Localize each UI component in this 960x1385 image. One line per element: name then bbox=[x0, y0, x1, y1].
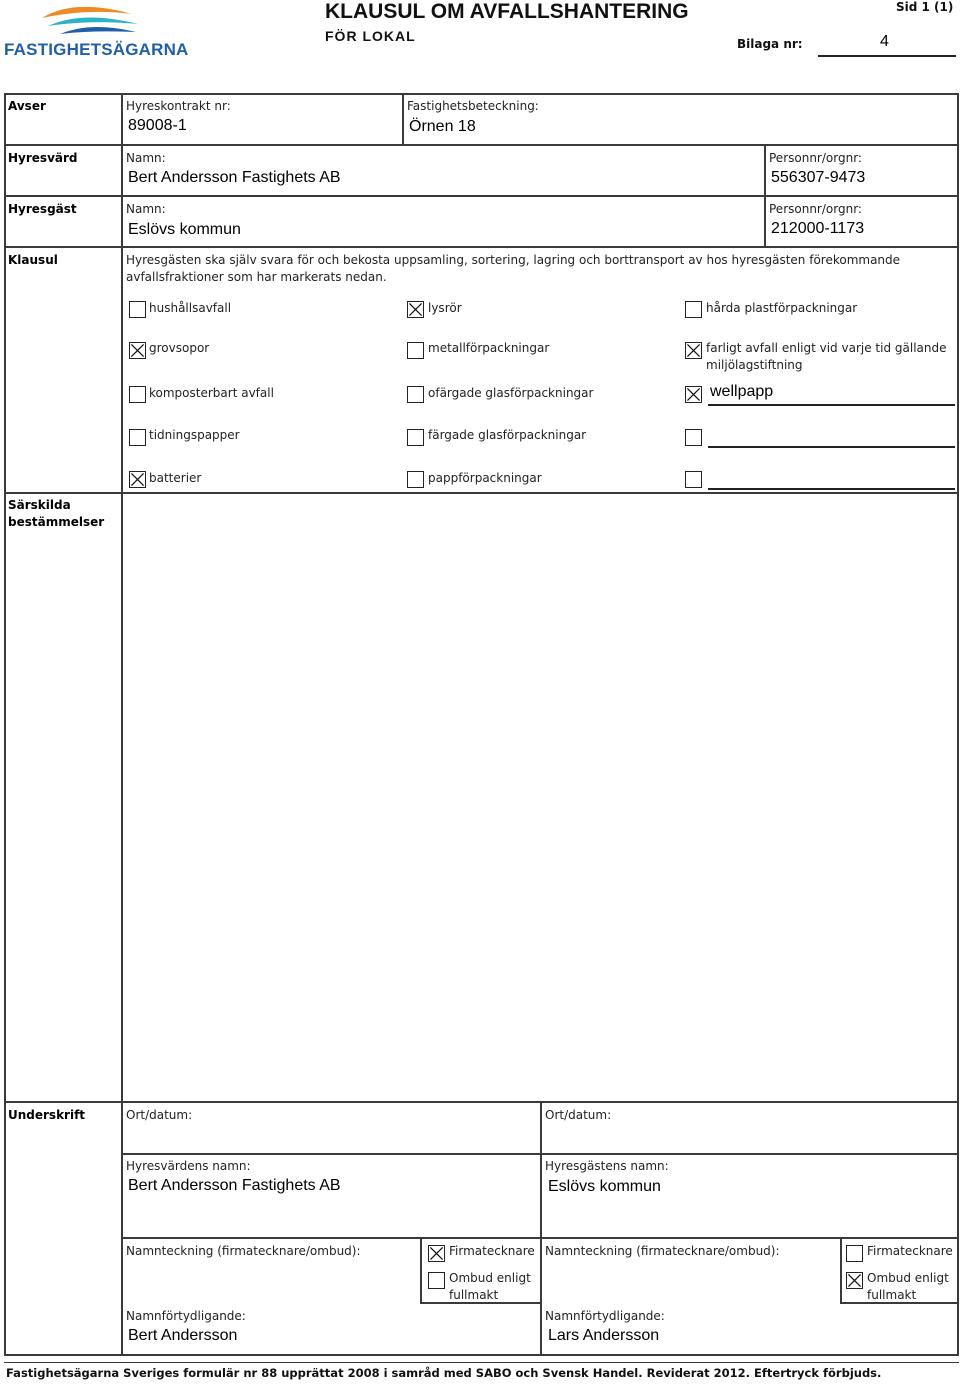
option-label-metallforpackningar: metallförpackningar bbox=[428, 341, 550, 355]
clarify-field-right[interactable]: Lars Andersson bbox=[548, 1327, 660, 1344]
clarify-label-right: Namnförtydligande: bbox=[545, 1309, 665, 1323]
ombud-label-right-line2: fullmakt bbox=[867, 1288, 917, 1302]
checkbox-col-right bbox=[840, 1237, 842, 1304]
section-hyresvard: Hyresvärd bbox=[8, 151, 78, 165]
tenant-name-field[interactable]: Eslövs kommun bbox=[128, 221, 241, 238]
form-subtitle: FÖR LOKAL bbox=[325, 28, 416, 44]
frame-right bbox=[957, 93, 959, 1356]
divider-hyresgast bbox=[4, 246, 959, 248]
ort-label-right: Ort/datum: bbox=[545, 1108, 612, 1122]
option-label-pappforpackningar: pappförpackningar bbox=[428, 471, 542, 485]
landlord-name-field[interactable]: Bert Andersson Fastighets AB bbox=[128, 169, 341, 186]
landlord-id-label: Personnr/orgnr: bbox=[769, 151, 862, 165]
klausul-text-line1: Hyresgästen ska själv svara för och bekosta uppsamling, sortering, lagring och borttransport av hos hyresgästen förekommande bbox=[126, 253, 901, 267]
clarify-label-left: Namnförtydligande: bbox=[126, 1309, 246, 1323]
checkbox-firmatecknare-right[interactable] bbox=[846, 1245, 863, 1262]
checkbox-hushallsavfall[interactable] bbox=[129, 301, 146, 318]
underskrift-split bbox=[540, 1101, 542, 1356]
property-label: Fastighetsbeteckning: bbox=[407, 99, 539, 113]
checkbox-firmatecknare-left[interactable] bbox=[428, 1245, 445, 1262]
landlord-id-field[interactable]: 556307-9473 bbox=[771, 169, 866, 186]
firmatecknare-label-right: Firmatecknare bbox=[867, 1244, 953, 1258]
ort-field-left[interactable] bbox=[126, 1124, 536, 1150]
option-label-farligt-avfall: farligt avfall enligt vid varje tid gällande bbox=[706, 341, 947, 355]
checkbox-custom-3[interactable] bbox=[685, 471, 702, 488]
custom-line-2 bbox=[708, 446, 955, 448]
ombud-label-left: Ombud enligt bbox=[449, 1271, 531, 1285]
checkbox-custom-2[interactable] bbox=[685, 429, 702, 446]
firmatecknare-label-left: Firmatecknare bbox=[449, 1244, 535, 1258]
checkmark-x-icon bbox=[686, 387, 701, 402]
checkbox-ombud-left[interactable] bbox=[428, 1272, 445, 1289]
divider-klausul bbox=[4, 492, 959, 494]
frame-left bbox=[4, 93, 6, 1356]
checkmark-x-icon bbox=[847, 1273, 862, 1288]
landlord-name-label: Namn: bbox=[126, 151, 166, 165]
tenant-sign-name-label: Hyresgästens namn: bbox=[545, 1159, 669, 1173]
option-label-fargade-glas: färgade glasförpackningar bbox=[428, 428, 587, 442]
tenant-sign-name-field[interactable]: Eslövs kommun bbox=[548, 1178, 661, 1195]
divider-avser bbox=[4, 144, 959, 146]
checkbox-fargade-glas[interactable] bbox=[407, 429, 424, 446]
checkmark-x-icon bbox=[686, 343, 701, 358]
checkbox-lysror[interactable] bbox=[407, 301, 424, 318]
property-field[interactable]: Örnen 18 bbox=[409, 118, 476, 135]
ort-label-left: Ort/datum: bbox=[126, 1108, 193, 1122]
checkbox-ombud-right[interactable] bbox=[846, 1272, 863, 1289]
checkbox-pappforpackningar[interactable] bbox=[407, 471, 424, 488]
brand-logo bbox=[4, 4, 189, 59]
section-sarskilda-line2: bestämmelser bbox=[8, 515, 105, 529]
divider-sarskilda bbox=[4, 1101, 959, 1103]
option-label-harda-plast: hårda plastförpackningar bbox=[706, 301, 858, 315]
attachment-label: Bilaga nr: bbox=[737, 37, 803, 51]
custom-field-1[interactable]: wellpapp bbox=[710, 383, 774, 400]
landlord-sign-name-label: Hyresvärdens namn: bbox=[126, 1159, 251, 1173]
option-label-grovsopor: grovsopor bbox=[149, 341, 210, 355]
checkbox-farligt-avfall[interactable] bbox=[685, 342, 702, 359]
avser-split bbox=[402, 93, 404, 146]
option-label-farligt-avfall-line2: miljölagstiftning bbox=[706, 358, 803, 372]
checkbox-batterier[interactable] bbox=[129, 471, 146, 488]
section-hyresgast: Hyresgäst bbox=[8, 202, 77, 216]
contract-label: Hyreskontrakt nr: bbox=[126, 99, 231, 113]
checkbox-harda-plast[interactable] bbox=[685, 301, 702, 318]
checkbox-grovsopor[interactable] bbox=[129, 342, 146, 359]
klausul-text-line2: avfallsfraktioner som har markerats nedan. bbox=[126, 270, 387, 284]
hyresvard-split bbox=[764, 144, 766, 197]
contract-field[interactable]: 89008-1 bbox=[128, 117, 187, 134]
checkmark-x-icon bbox=[130, 472, 145, 487]
clarify-field-left[interactable]: Bert Andersson bbox=[128, 1327, 238, 1344]
ombud-label-left-line2: fullmakt bbox=[449, 1288, 499, 1302]
checkmark-x-icon bbox=[130, 343, 145, 358]
tenant-id-field[interactable]: 212000-1173 bbox=[771, 220, 865, 237]
attachment-value[interactable]: 4 bbox=[880, 33, 889, 50]
signature-label-left: Namnteckning (firmatecknare/ombud): bbox=[126, 1244, 361, 1258]
attachment-underline bbox=[818, 55, 956, 57]
ort-field-right[interactable] bbox=[545, 1124, 955, 1150]
custom-line-3 bbox=[708, 488, 955, 490]
frame-bottom bbox=[4, 1354, 959, 1356]
section-underskrift: Underskrift bbox=[8, 1108, 86, 1122]
checkmark-x-icon bbox=[429, 1246, 444, 1261]
option-label-lysror: lysrör bbox=[428, 301, 462, 315]
option-label-tidningspapper: tidningspapper bbox=[149, 428, 240, 442]
footer-rule bbox=[4, 1362, 959, 1363]
checkbox-komposterbart[interactable] bbox=[129, 386, 146, 403]
hyresgast-split bbox=[764, 195, 766, 248]
option-label-hushallsavfall: hushållsavfall bbox=[149, 301, 232, 315]
signature-label-right: Namnteckning (firmatecknare/ombud): bbox=[545, 1244, 780, 1258]
brand-name: FASTIGHETSÄGARNA bbox=[4, 40, 189, 59]
label-column-line bbox=[121, 93, 123, 1356]
section-avser: Avser bbox=[8, 99, 46, 113]
option-label-ofargade-glas: ofärgade glasförpackningar bbox=[428, 386, 594, 400]
tenant-id-label: Personnr/orgnr: bbox=[769, 202, 862, 216]
ombud-label-right: Ombud enligt bbox=[867, 1271, 949, 1285]
checkmark-x-icon bbox=[408, 302, 423, 317]
section-sarskilda-line1: Särskilda bbox=[8, 498, 71, 512]
checkbox-col-left bbox=[420, 1237, 422, 1304]
checkbox-ofargade-glas[interactable] bbox=[407, 386, 424, 403]
page-indicator: Sid 1 (1) bbox=[896, 0, 954, 14]
landlord-sign-name-field[interactable]: Bert Andersson Fastighets AB bbox=[128, 1177, 341, 1194]
checkbox-tidningspapper[interactable] bbox=[129, 429, 146, 446]
tenant-name-label: Namn: bbox=[126, 202, 166, 216]
special-terms-textarea[interactable] bbox=[126, 500, 952, 1095]
custom-line-1 bbox=[708, 404, 955, 406]
option-label-batterier: batterier bbox=[149, 471, 202, 485]
section-klausul: Klausul bbox=[8, 253, 58, 267]
option-label-komposterbart: komposterbart avfall bbox=[149, 386, 274, 400]
checkbox-metallforpackningar[interactable] bbox=[407, 342, 424, 359]
logo-waves-icon bbox=[40, 4, 140, 38]
signature-field-right[interactable] bbox=[545, 1262, 835, 1302]
frame-top bbox=[4, 93, 959, 95]
signature-field-left[interactable] bbox=[126, 1262, 416, 1302]
divider-hyresvard bbox=[4, 195, 959, 197]
footer-text: Fastighetsägarna Sveriges formulär nr 88 upprättat 2008 i samråd med SABO och Svensk Handel. Reviderat 2012. Eftertryck förbjuds. bbox=[6, 1366, 882, 1380]
form-title: KLAUSUL OM AVFALLSHANTERING bbox=[325, 0, 689, 23]
checkbox-custom-1[interactable] bbox=[685, 386, 702, 403]
